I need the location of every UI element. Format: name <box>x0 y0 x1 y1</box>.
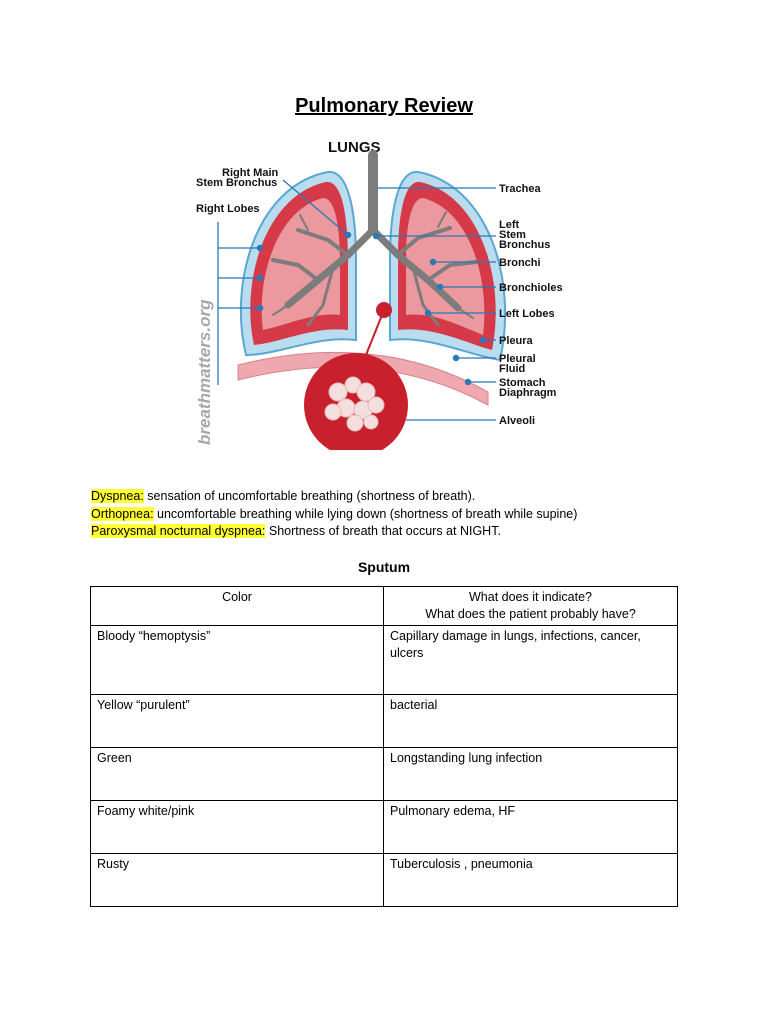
cell-indication-line: Capillary damage in lungs, infections, cancer, <box>390 629 641 643</box>
label-bronchi: Bronchi <box>499 257 541 269</box>
definition-text: Shortness of breath that occurs at NIGHT. <box>265 524 501 538</box>
cell-indication <box>384 626 678 695</box>
table-header-row <box>91 587 678 626</box>
table-row <box>91 695 678 748</box>
definition-text: uncomfortable breathing while lying down (shortness of breath while supine) <box>153 506 578 521</box>
table-row <box>91 626 678 695</box>
label-right-lobes: Right Lobes <box>196 203 260 215</box>
label-pleural-fluid-2: Fluid <box>499 363 526 375</box>
label-left-stem-2: Stem <box>499 229 526 241</box>
table-row <box>91 854 678 907</box>
cell-indication: bacterial <box>384 695 678 748</box>
definition-line <box>91 506 577 524</box>
cell-color: Yellow “purulent” <box>91 695 384 748</box>
lungs-diagram <box>188 130 578 450</box>
definition-term: Orthopnea: <box>91 506 154 521</box>
cell-color: Green <box>91 748 384 801</box>
label-trachea: Trachea <box>499 183 541 195</box>
label-left-stem-1: Left <box>499 219 520 231</box>
cell-indication: Tuberculosis , pneumonia <box>384 854 678 907</box>
label-left-stem-3: Bronchus <box>499 239 551 251</box>
cell-indication: Pulmonary edema, HF <box>384 801 678 854</box>
sputum-title: Sputum <box>357 559 411 575</box>
label-left-lobes: Left Lobes <box>499 308 555 320</box>
cell-color: Foamy white/pink <box>91 801 384 854</box>
table-row <box>91 748 678 801</box>
label-right-main-1: Right Main <box>222 167 279 179</box>
header-indication-line-1: What does it indicate? <box>469 590 592 604</box>
label-pleural-fluid-1: Pleural <box>499 353 536 365</box>
label-stomach: Stomach <box>499 377 546 389</box>
definition-term: Dyspnea: <box>91 489 144 503</box>
table-row <box>91 801 678 854</box>
diagram-heading: LUNGS <box>328 139 381 156</box>
definition-text: sensation of uncomfortable breathing (shortness of breath). <box>143 489 476 503</box>
header-indication-line-2: What does the patient probably have? <box>425 607 636 621</box>
label-alveoli: Alveoli <box>499 415 536 427</box>
header-indication <box>384 587 678 626</box>
label-diaphragm: Diaphragm <box>499 387 557 399</box>
definition-line <box>91 523 577 541</box>
page-title: Pulmonary Review <box>295 95 473 117</box>
sputum-table <box>90 586 678 907</box>
cell-color: Bloody “hemoptysis” <box>91 626 384 695</box>
cell-color: Rusty <box>91 854 384 907</box>
cell-indication-line: ulcers <box>390 646 424 660</box>
label-pleura: Pleura <box>499 335 533 347</box>
definitions-block <box>91 488 577 541</box>
watermark-text: breathmatters.org <box>195 299 214 445</box>
cell-indication: Longstanding lung infection <box>384 748 678 801</box>
label-right-main-2: Stem Bronchus <box>196 177 278 189</box>
label-bronchioles: Bronchioles <box>499 282 563 294</box>
definition-line <box>91 488 577 506</box>
definition-term: Paroxysmal nocturnal dyspnea: <box>91 524 266 538</box>
alveoli-origin-dot <box>376 302 392 318</box>
header-color: Color <box>91 587 384 626</box>
